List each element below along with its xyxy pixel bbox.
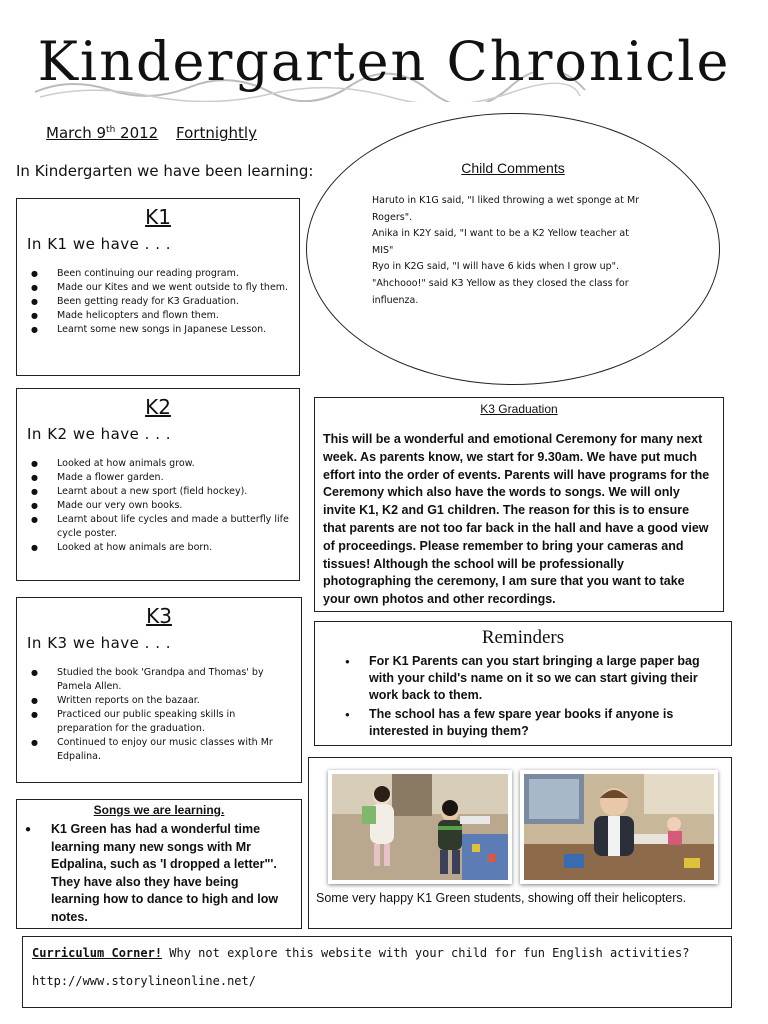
k1-title: K1 (145, 205, 171, 229)
list-item: ● Made helicopters and flown them. (17, 309, 299, 323)
curriculum-corner-text: Why not explore this website with your child for fun English activities? (162, 946, 690, 960)
k3-subtitle: In K3 we have . . . (27, 634, 172, 652)
newsletter-title: Kindergarten Chronicle (37, 30, 731, 93)
list-item: ● Continued to enjoy our music classes with Mr Edpalina. (17, 736, 301, 764)
list-item: ● Learnt about life cycles and made a butterfly life cycle poster. (17, 513, 299, 541)
list-item: ● Been getting ready for K3 Graduation. (17, 295, 299, 309)
issue-frequency: Fortnightly (176, 124, 257, 142)
k3-title: K3 (146, 604, 172, 628)
graduation-box (314, 397, 724, 612)
k1-box (16, 198, 300, 376)
curriculum-corner-label: Curriculum Corner! (32, 946, 163, 960)
comment-line: Rogers". (372, 211, 413, 223)
list-item: ● For K1 Parents can you start bringing a large paper bag with your child's name on it so we can start giving their work back to them. (315, 653, 731, 704)
comment-line: Haruto in K1G said, "I liked throwing a wet sponge at Mr (372, 195, 640, 206)
issue-date: March 9th 2012 (46, 124, 159, 142)
comment-line: "Ahchooo!" said K3 Yellow as they closed the class for (372, 277, 629, 289)
graduation-body: This will be a wonderful and emotional Ceremony for many next week. As parents know, we start for 9.30am. We have put much effort into the order of events. Parents will have programs for the Ceremony which also have the words to songs. We will only invite K1, K2 and G1 children. The reason for this is to ensure that parents are not too far back in the hall and have a good view of proceedings. Please remember to bring your cameras and tissues! Although the school will be professionally photographing the ceremony, I am sure that you want to take your own photos and other recordings. (323, 432, 710, 607)
child-comments-list (372, 193, 672, 309)
songs-body: ● K1 Green has had a wonderful time learning many new songs with Mr Edpalina, such as 'I dropped a letter"'. They have also they have being learning how to dance to high and low notes. (51, 821, 287, 926)
list-item: ● Practiced our public speaking skills in preparation for the graduation. (17, 708, 301, 736)
list-item: ● Studied the book 'Grandpa and Thomas' by Pamela Allen. (17, 666, 301, 694)
k1-subtitle: In K1 we have . . . (27, 235, 172, 253)
k3-list (17, 666, 301, 764)
comment-line: influenza. (372, 294, 419, 306)
k1-list (17, 267, 299, 337)
intro-text: In Kindergarten we have been learning: (16, 162, 314, 180)
list-item: ● Looked at how animals grow. (17, 457, 299, 471)
classroom-photo-1 (328, 770, 512, 884)
list-item: ● Made our Kites and we went outside to fly them. (17, 281, 299, 295)
child-comments-title: Child Comments (461, 160, 565, 176)
comment-line: MIS" (372, 244, 394, 256)
k2-box (16, 388, 300, 581)
songs-box (16, 799, 302, 929)
graduation-title: K3 Graduation (480, 402, 558, 416)
k2-subtitle: In K2 we have . . . (27, 425, 172, 443)
list-item: ● Been continuing our reading program. (17, 267, 299, 281)
photo-caption: Some very happy K1 Green students, showing off their helicopters. (316, 891, 687, 905)
comment-line: Ryo in K2G said, "I will have 6 kids when I grow up". (372, 261, 620, 273)
list-item: ● Learnt some new songs in Japanese Lesson. (17, 323, 299, 337)
reminders-list (315, 653, 731, 740)
children-with-helicopters-image (332, 774, 508, 880)
k3-box (16, 597, 302, 783)
reminders-title: Reminders (481, 627, 565, 648)
list-item: ● The school has a few spare year books if anyone is interested in buying them? (315, 706, 731, 740)
list-item: ● Written reports on the bazaar. (17, 694, 301, 708)
list-item: ● Looked at how animals are born. (17, 541, 299, 555)
reminders-box (314, 621, 732, 746)
classroom-photo-2 (520, 770, 718, 884)
k2-title: K2 (145, 395, 171, 419)
website-link[interactable]: http://www.storylineonline.net/ (32, 974, 256, 988)
list-item: ● Made our very own books. (17, 499, 299, 513)
comment-line: Anika in K2Y said, "I want to be a K2 Yellow teacher at (372, 228, 629, 240)
curriculum-corner (32, 946, 722, 988)
k2-list (17, 457, 299, 555)
songs-title: Songs we are learning. (93, 803, 225, 817)
boy-making-helicopter-image (524, 774, 714, 880)
list-item: ● Made a flower garden. (17, 471, 299, 485)
list-item: ● Learnt about a new sport (field hockey). (17, 485, 299, 499)
